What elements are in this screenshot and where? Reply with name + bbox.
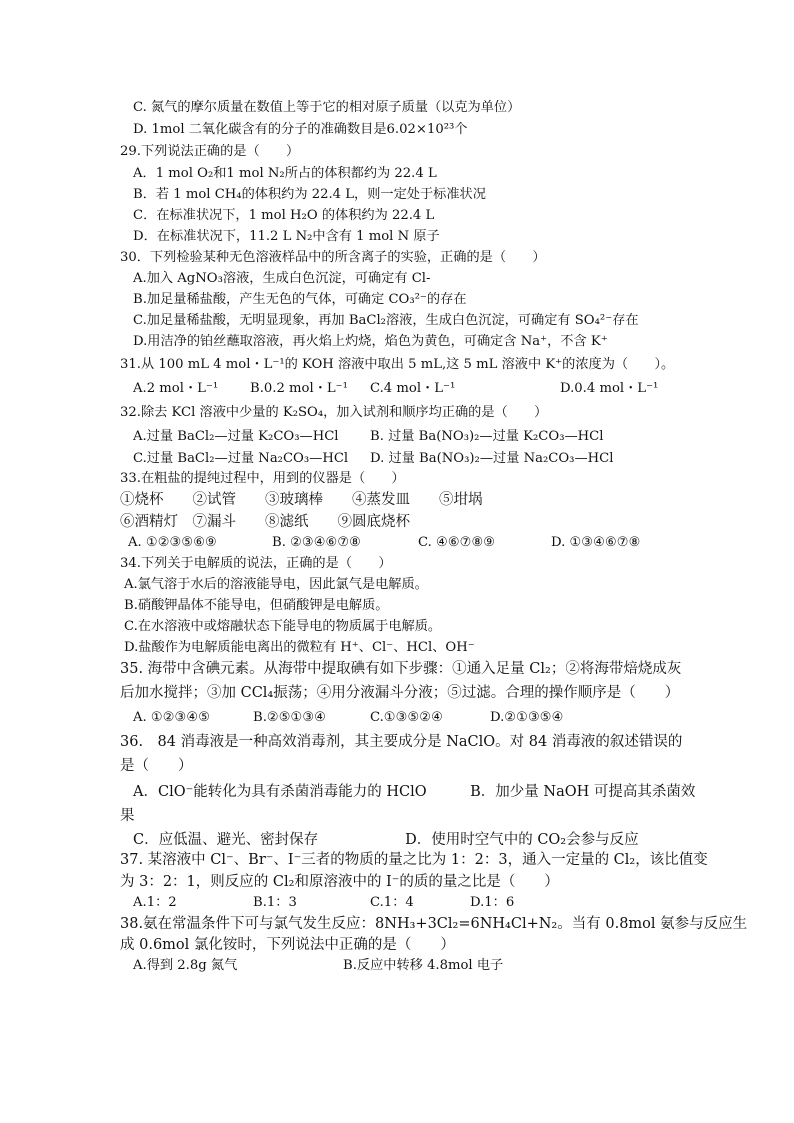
q28-option-d: D. 1mol 二氧化碳含有的分子的准确数目是6.02×10²³个 xyxy=(133,122,468,137)
q36-options-cd: C．应低温、避光、密封保存 D．使用时空气中的 CO₂会参与反应 xyxy=(133,832,639,848)
q35-option-d: D.②①③⑤④ xyxy=(490,710,564,725)
q33-items-row1: ①烧杯 ②试管 ③玻璃棒 ④蒸发皿 ⑤坩埚 xyxy=(120,492,483,508)
q33-stem: 33.在粗盐的提纯过程中，用到的仪器是（ ） xyxy=(120,471,405,486)
q33-option-d: D. ①③④⑥⑦⑧ xyxy=(551,535,641,550)
q31-option-a: A.2 mol・L⁻¹ xyxy=(133,381,219,396)
q29-stem: 29.下列说法正确的是（ ） xyxy=(120,144,300,159)
q34-option-b: B.硝酸钾晶体不能导电，但硝酸钾是电解质。 xyxy=(124,598,389,613)
q30-stem: 30．下列检验某种无色溶液样品中的所含离子的实验，正确的是（ ） xyxy=(120,250,546,265)
q31-option-b: B.0.2 mol・L⁻¹ xyxy=(250,381,348,396)
q34-option-a: A.氯气溶于水后的溶液能导电，因此氯气是电解质。 xyxy=(124,577,428,592)
q34-stem: 34.下列关于电解质的说法，正确的是（ ） xyxy=(120,556,392,571)
q33-option-c: C. ④⑥⑦⑧⑨ xyxy=(418,535,496,550)
q35-stem-cont: 后加水搅拌；③加 CCl₄振荡；④用分液漏斗分液；⑤过滤。合理的操作顺序是（ ） xyxy=(120,685,680,701)
q30-option-a: A.加入 AgNO₃溶液，生成白色沉淀，可确定有 Cl- xyxy=(133,271,431,286)
q38-option-b: B.反应中转移 4.8mol 电子 xyxy=(343,958,504,973)
q32-option-a: A.过量 BaCl₂—过量 K₂CO₃—HCl xyxy=(133,429,339,444)
q32-option-b: B. 过量 Ba(NO₃)₂—过量 K₂CO₃—HCl xyxy=(370,429,604,444)
q38-stem-cont: 成 0.6mol 氯化铵时，下列说法中正确的是（ ） xyxy=(120,937,455,953)
q32-option-d: D. 过量 Ba(NO₃)₂—过量 Na₂CO₃—HCl xyxy=(370,451,614,466)
q31-option-c: C.4 mol・L⁻¹ xyxy=(370,381,456,396)
q38-stem: 38.氨在常温条件下可与氯气发生反应：8NH₃+3Cl₂=6NH₄Cl+N₂。当有 0.8mol 氨参与反应生 xyxy=(120,916,748,932)
q37-stem-cont: 为 3：2：1，则反应的 Cl₂和原溶液中的 I⁻的质的量之比是（ ） xyxy=(120,874,559,890)
q31-option-d: D.0.4 mol・L⁻¹ xyxy=(560,381,659,396)
q33-option-a: A. ①②③⑤⑥⑨ xyxy=(128,535,217,550)
q37-option-d: D.1：6 xyxy=(470,895,515,910)
q29-option-c: C．在标准状况下，1 mol H₂O 的体积约为 22.4 L xyxy=(133,208,435,223)
q29-option-b: B．若 1 mol CH₄的体积约为 22.4 L，则一定处于标准状况 xyxy=(133,187,486,202)
q31-stem: 31.从 100 mL 4 mol・L⁻¹的 KOH 溶液中取出 5 mL,这 5 mL 溶液中 K⁺的浓度为（ ）。 xyxy=(120,357,675,372)
q35-option-b: B.②⑤①③④ xyxy=(253,710,326,725)
q30-option-b: B.加足量稀盐酸，产生无色的气体，可确定 CO₃²⁻的存在 xyxy=(133,292,467,307)
q35-option-c: C.①③⑤②④ xyxy=(370,710,443,725)
q30-option-c: C.加足量稀盐酸，无明显现象，再加 BaCl₂溶液，生成白色沉淀，可确定有 SO₄²⁻存在 xyxy=(133,313,639,328)
q32-option-c: C.过量 BaCl₂—过量 Na₂CO₃—HCl xyxy=(133,451,349,466)
q33-items-row2: ⑥酒精灯 ⑦漏斗 ⑧滤纸 ⑨圆底烧杯 xyxy=(120,514,410,530)
q36-options-ab: A．ClO⁻能转化为具有杀菌消毒能力的 HClO B．加少量 NaOH 可提高其杀菌效 xyxy=(133,784,696,800)
q37-option-c: C.1：4 xyxy=(370,895,414,910)
q36-stem-cont: 是（ ） xyxy=(120,758,193,774)
q37-stem: 37. 某溶液中 Cl⁻、Br⁻、I⁻三者的物质的量之比为 1：2：3，通入一定量的 Cl₂，该比值变 xyxy=(120,852,708,868)
q34-option-d: D.盐酸作为电解质能电离出的微粒有 H⁺、Cl⁻、HCl、OH⁻ xyxy=(124,640,475,655)
q29-option-a: A．1 mol O₂和1 mol N₂所占的体积都约为 22.4 L xyxy=(133,166,437,181)
q36-options-ab-cont: 果 xyxy=(120,808,135,824)
q36-stem: 36. 84 消毒液是一种高效消毒剂，其主要成分是 NaClO。对 84 消毒液的叙述错误的 xyxy=(120,734,683,750)
q35-stem: 35. 海带中含碘元素。从海带中提取碘有如下步骤：①通入足量 Cl₂；②将海带焙烧成灰 xyxy=(120,661,682,677)
q33-option-b: B. ②③④⑥⑦⑧ xyxy=(272,535,362,550)
q28-option-c: C. 氮气的摩尔质量在数值上等于它的相对原子质量（以克为单位） xyxy=(133,100,521,115)
q37-option-b: B.1：3 xyxy=(253,895,297,910)
q29-option-d: D．在标准状况下，11.2 L N₂中含有 1 mol N 原子 xyxy=(133,229,440,244)
q32-stem: 32.除去 KCl 溶液中少量的 K₂SO₄，加入试剂和顺序均正确的是（ ） xyxy=(120,405,548,420)
q37-option-a: A.1：2 xyxy=(133,895,177,910)
q30-option-d: D.用洁净的铂丝蘸取溶液，再火焰上灼烧，焰色为黄色，可确定含 Na⁺，不含 K⁺ xyxy=(133,334,608,349)
q34-option-c: C.在水溶液中或熔融状态下能导电的物质属于电解质。 xyxy=(124,619,442,634)
q35-option-a: A. ①②③④⑤ xyxy=(133,710,211,725)
q38-option-a: A.得到 2.8g 氮气 xyxy=(133,958,238,973)
